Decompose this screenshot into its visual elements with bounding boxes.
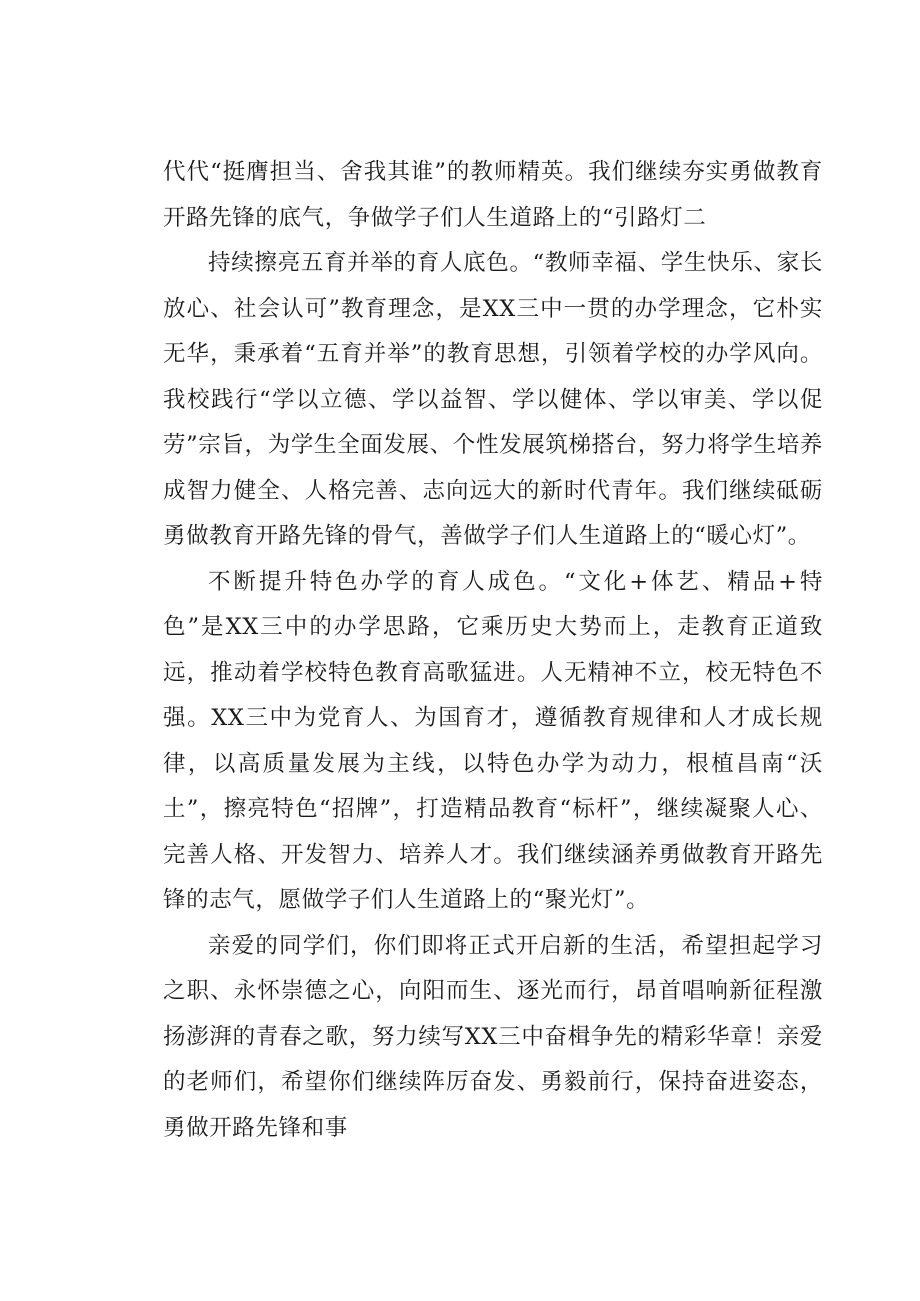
- paragraph-2: 持续擦亮五育并举的育人底色。“教师幸福、学生快乐、家长放心、社会认可”教育理念，是XX三中一贯的办学理念，它朴实无华，秉承着“五育并举”的教育思想，引领着学校的办学风向。我校践行“学以立德、学以益智、学以健体、学以审美、学以促劳”宗旨，为学生全面发展、个性发展筑梯搭台，努力将学生培养成智力健全、人格完善、志向远大的新时代青年。我们继续砥砺勇做教育开路先锋的骨气，善做学子们人生道路上的“暖心灯”。: [163, 250, 823, 549]
- paragraph-1: 代代“挺膺担当、舍我其谁”的教师精英。我们继续夯实勇做教育开路先锋的底气，争做学子们人生道路上的“引路灯二: [163, 159, 823, 231]
- document-body: [163, 150, 823, 1151]
- paragraph-3: 不断提升特色办学的育人成色。“文化+体艺、精品+特色”是XX三中的办学思路，它乘历史大势而上，走教育正道致远，推动着学校特色教育高歌猛进。人无精神不立，校无特色不强。XX三中为党育人、为国育才，遵循教育规律和人才成长规律，以高质量发展为主线，以特色办学为动力，根植昌南“沃土”，擦亮特色“招牌”，打造精品教育“标杆”，继续凝聚人心、完善人格、开发智力、培养人才。我们继续涵养勇做教育开路先锋的志气，愿做学子们人生道路上的“聚光灯”。: [163, 568, 823, 913]
- paragraph-4: 亲爱的同学们，你们即将正式开启新的生活，希望担起学习之职、永怀崇德之心，向阳而生、逐光而行，昂首唱响新征程激扬澎湃的青春之歌，努力续写XX三中奋楫争先的精彩华章！亲爱的老师们，希望你们继续阵厉奋发、勇毅前行，保持奋进姿态，勇做开路先锋和事: [163, 932, 823, 1141]
